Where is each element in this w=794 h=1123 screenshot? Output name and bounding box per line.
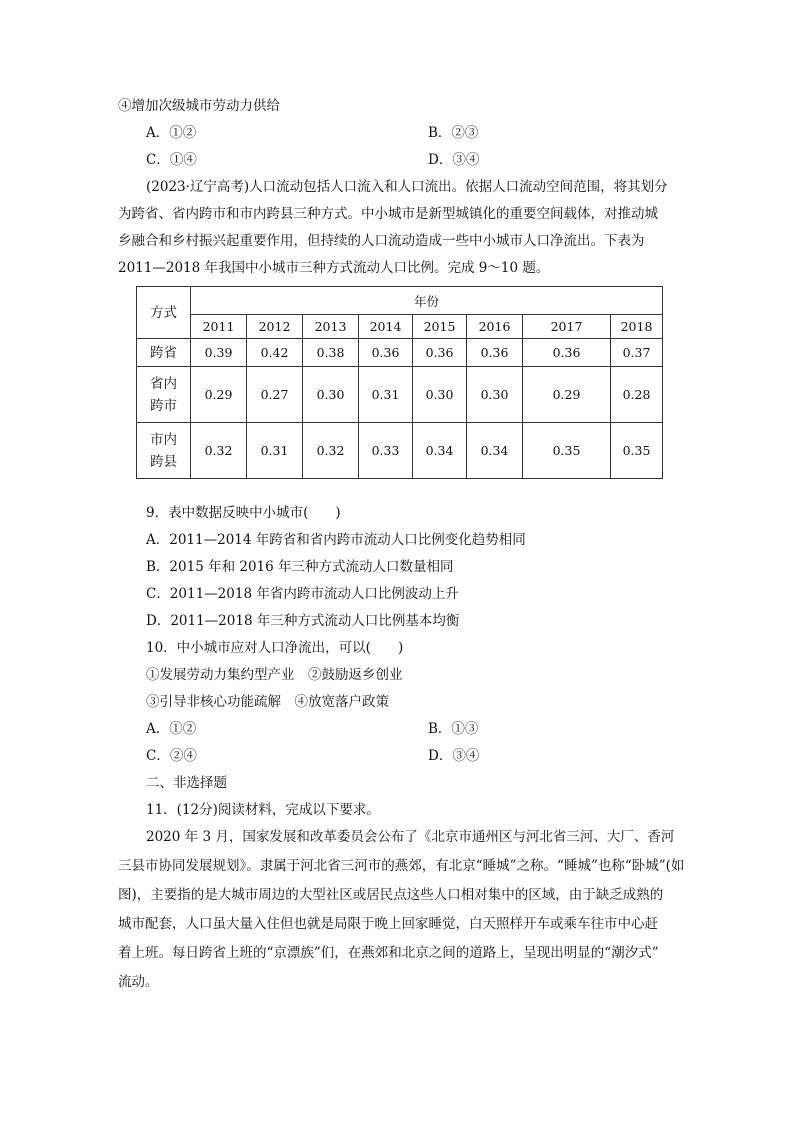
intro-line-3: 乡融合和乡村振兴起重要作用，但持续的人口流动造成一些中小城市人口净流出。下表为: [118, 233, 645, 249]
table-cell: 0.36: [467, 339, 523, 367]
material-line-4: 城市配套，人口虽大量入住但也就是局限于晚上回家睡觉，白天照样开车或乘车往市中心赶: [118, 916, 658, 932]
table-row: [137, 423, 663, 479]
row-label: [137, 339, 191, 367]
question-9-stem: 9．表中数据反映中小城市( ): [146, 505, 341, 521]
year-cell: 2016: [467, 315, 523, 339]
table-cell: 0.32: [303, 423, 359, 479]
question-9-option-c: C．2011—2018 年省内跨市流动人口比例波动上升: [146, 586, 459, 602]
row-label-line: 跨县: [150, 453, 177, 470]
section-heading: 二、非选择题: [146, 775, 227, 791]
table-row: [137, 367, 663, 423]
intro-line-1: (2023·辽宁高考)人口流动包括人口流入和人口流出。依据人口流动空间范围，将其划分: [146, 179, 668, 195]
material-line-5: 着上班。每日跨省上班的“京漂族”们，在燕郊和北京之间的道路上，呈现出明显的“潮汐式”: [118, 945, 659, 961]
question-10-stem: 10．中小城市应对人口净流出，可以( ): [146, 640, 404, 656]
intro-line-2: 为跨省、省内跨市和市内跨县三种方式。中小城市是新型城镇化的重要空间载体，对推动城: [118, 206, 658, 222]
intro-line-4: 2011—2018 年我国中小城市三种方式流动人口比例。完成 9～10 题。: [118, 260, 550, 276]
table-cell: 0.36: [359, 339, 413, 367]
question-10-items-2: ③引导非核心功能疏解 ④放宽落户政策: [146, 694, 389, 710]
table-cell: 0.32: [191, 423, 247, 479]
previous-option-b: B．②③: [428, 125, 479, 141]
previous-option-c: C．①④: [146, 152, 197, 168]
year-cell: 2013: [303, 315, 359, 339]
table-cell: 0.34: [467, 423, 523, 479]
previous-option-a: A．①②: [146, 125, 197, 141]
year-cell: 2012: [247, 315, 303, 339]
row-label-line: 跨省: [150, 344, 177, 361]
year-cell: 2018: [611, 315, 663, 339]
question-11-stem: 11．(12分)阅读材料，完成以下要求。: [146, 802, 380, 818]
table-cell: 0.37: [611, 339, 663, 367]
table-cell: 0.35: [611, 423, 663, 479]
year-cell: 2017: [523, 315, 611, 339]
material-line-1: 2020 年 3 月，国家发展和改革委员会公布了《北京市通州区与河北省三河、大厂、香河: [146, 829, 675, 845]
question-10-option-a: A．①②: [146, 721, 197, 737]
row-label-line: 市内: [150, 431, 177, 448]
year-cell: 2014: [359, 315, 413, 339]
table-cell: 0.33: [359, 423, 413, 479]
table-cell: 0.28: [611, 367, 663, 423]
question-10-option-d: D．③④: [428, 748, 480, 764]
table-cell: 0.35: [523, 423, 611, 479]
question-9-option-b: B．2015 年和 2016 年三种方式流动人口数量相同: [146, 559, 454, 575]
table-row: [137, 339, 663, 367]
table-cell: 0.27: [247, 367, 303, 423]
method-header: 方式: [137, 287, 191, 339]
migration-ratio-table: [136, 286, 663, 479]
previous-question-item-4: ④增加次级城市劳动力供给: [118, 98, 280, 114]
table-cell: 0.36: [413, 339, 467, 367]
row-label: [137, 423, 191, 479]
table-cell: 0.42: [247, 339, 303, 367]
material-line-2: 三县市协同发展规划》。隶属于河北省三河市的燕郊，有北京“睡城”之称。“睡城”也称“卧城”(如: [118, 858, 685, 874]
year-cell: 2011: [191, 315, 247, 339]
year-cell: 2015: [413, 315, 467, 339]
table-cell: 0.29: [523, 367, 611, 423]
table-cell: 0.30: [413, 367, 467, 423]
material-line-3: 图)，主要指的是大城市周边的大型社区或居民点这些人口相对集中的区域，由于缺乏成熟的: [118, 887, 664, 903]
question-9-option-a: A．2011—2014 年跨省和省内跨市流动人口比例变化趋势相同: [146, 532, 526, 548]
year-header: 年份: [191, 287, 663, 315]
material-line-6: 流动。: [118, 974, 159, 990]
table-cell: 0.31: [247, 423, 303, 479]
table-cell: 0.30: [467, 367, 523, 423]
table-cell: 0.39: [191, 339, 247, 367]
previous-option-d: D．③④: [428, 152, 480, 168]
table-cell: 0.34: [413, 423, 467, 479]
table-cell: 0.36: [523, 339, 611, 367]
question-9-option-d: D．2011—2018 年三种方式流动人口比例基本均衡: [146, 613, 460, 629]
year-row: [137, 315, 663, 339]
table-cell: 0.30: [303, 367, 359, 423]
row-label-line: 跨市: [150, 397, 177, 414]
table-cell: 0.31: [359, 367, 413, 423]
row-label-line: 省内: [150, 375, 177, 392]
question-10-option-c: C．②④: [146, 748, 197, 764]
row-label: [137, 367, 191, 423]
table-cell: 0.38: [303, 339, 359, 367]
question-10-option-b: B．①③: [428, 721, 479, 737]
table-cell: 0.29: [191, 367, 247, 423]
question-10-items-1: ①发展劳动力集约型产业 ②鼓励返乡创业: [146, 667, 403, 683]
